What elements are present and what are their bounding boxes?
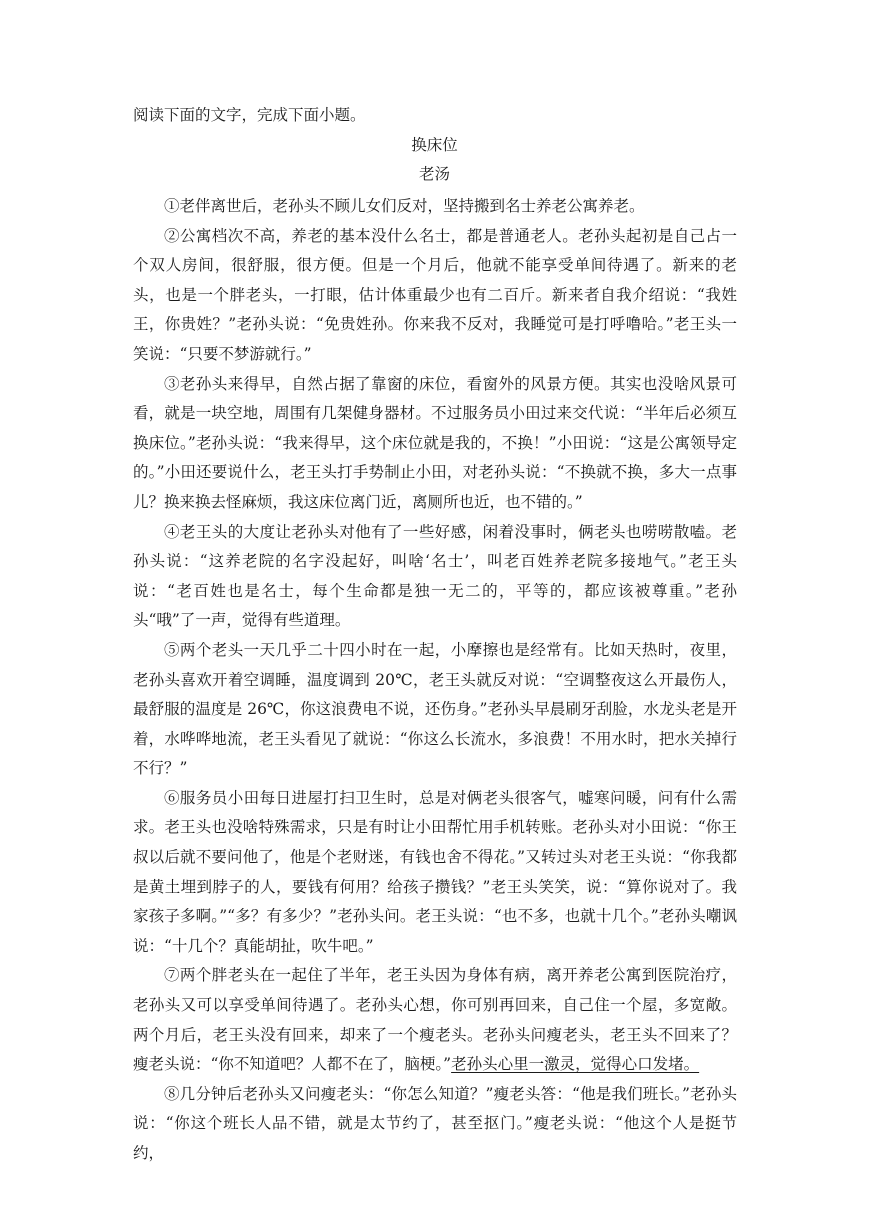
paragraph-6: ⑥服务员小田每日进屋打扫卫生时，总是对俩老头很客气，嘘寒问暖，问有什么需求。老王头也没啥特殊需求，只是有时让小田帮忙用手机转账。老孙头对小田说：“你王叔以后就不要问他了，他是个老财迷，有钱也舍不得花。”又转过头对老王头说：“你我都是黄土埋到脖子的人，要钱有何用？给孩子攒钱？”老王头笑笑，说：“算你说对了。我家孩子多啊。”“多？有多少？”老孙头问。老王头说：“也不多，也就十几个。”老孙头嘲讽说：“十几个？真能胡扯，吹牛吧。” [133, 788, 737, 955]
underlined-sentence: 老孙头心里一激灵，觉得心口发堵。 [451, 1055, 700, 1074]
paragraph-3: ③老孙头来得早，自然占据了靠窗的床位，看窗外的风景方便。其实也没啥风景可看，就是一块空地，周围有几架健身器材。不过服务员小田过来交代说：“半年后必须互换床位。”老孙头说：“我来得早，这个床位就是我的，不换！”小田说：“这是公寓领导定的。”小田还要说什么，老王头打手势制止小田，对老孙头说：“不换就不换，多大一点事儿？换来换去怪麻烦，我这床位离门近，离厕所也近，也不错的。” [133, 374, 737, 511]
paragraph-7 [133, 961, 737, 1079]
paragraph-2: ②公寓档次不高，养老的基本没什么名士，都是普通老人。老孙头起初是自己占一个双人房间，很舒服，很方便。但是一个月后，他就不能享受单间待遇了。新来的老头，也是一个胖老头，一打眼，估计体重最少也有二百斤。新来者自我介绍说：“我姓王，你贵姓？”老孙头说：“免贵姓孙。你来我不反对，我睡觉可是打呼噜哈。”老王头一笑说：“只要不梦游就行。” [133, 226, 737, 363]
story-title: 换床位 [411, 136, 458, 154]
paragraph-7-text: ⑦两个胖老头在一起住了半年，老王头因为身体有病，离开养老公寓到医院治疗，老孙头又可以享受单间待遇了。老孙头心想，你可别再回来，自己住一个屋，多宽敞。两个月后，老王头没有回来，却来了一个瘦老头。老孙头问瘦老头，老王头不回来了？瘦老头说：“你不知道吧？人都不在了，脑梗。” [133, 966, 737, 1074]
instruction-text: 阅读下面的文字，完成下面小题。 [133, 106, 366, 124]
paragraph-4: ④老王头的大度让老孙头对他有了一些好感，闲着没事时，俩老头也唠唠散嗑。老孙头说：“这养老院的名字没起好，叫啥‘名士’，叫老百姓养老院多接地气。”老王头说：“老百姓也是名士，每个生命都是独一无二的，平等的，都应该被尊重。”老孙头“哦”了一声，觉得有些道理。 [133, 522, 737, 630]
story-author: 老汤 [418, 165, 450, 183]
paragraph-1: ①老伴离世后，老孙头不顾儿女们反对，坚持搬到名士养老公寓养老。 [164, 197, 645, 215]
paragraph-5: ⑤两个老头一天几乎二十四小时在一起，小摩擦也是经常有。比如天热时，夜里，老孙头喜欢开着空调睡，温度调到 20℃，老王头就反对说：“空调整夜这么开最伤人，最舒服的温度是 26℃，你这浪费电不说，还伤身。”老孙头早晨刷牙刮脸，水龙头老是开着，水哗哗地流，老王头看见了就说：“你这么长流水，多浪费！不用水时，把水关掉行不行？” [133, 640, 737, 778]
story-body [133, 192, 737, 1169]
paragraph-8: ⑧几分钟后老孙头又问瘦老头：“你怎么知道？”瘦老头答：“他是我们班长。”老孙头说：“你这个班长人品不错，就是太节约了，甚至抠门。”瘦老头说：“他这个人是挺节约， [133, 1084, 737, 1162]
